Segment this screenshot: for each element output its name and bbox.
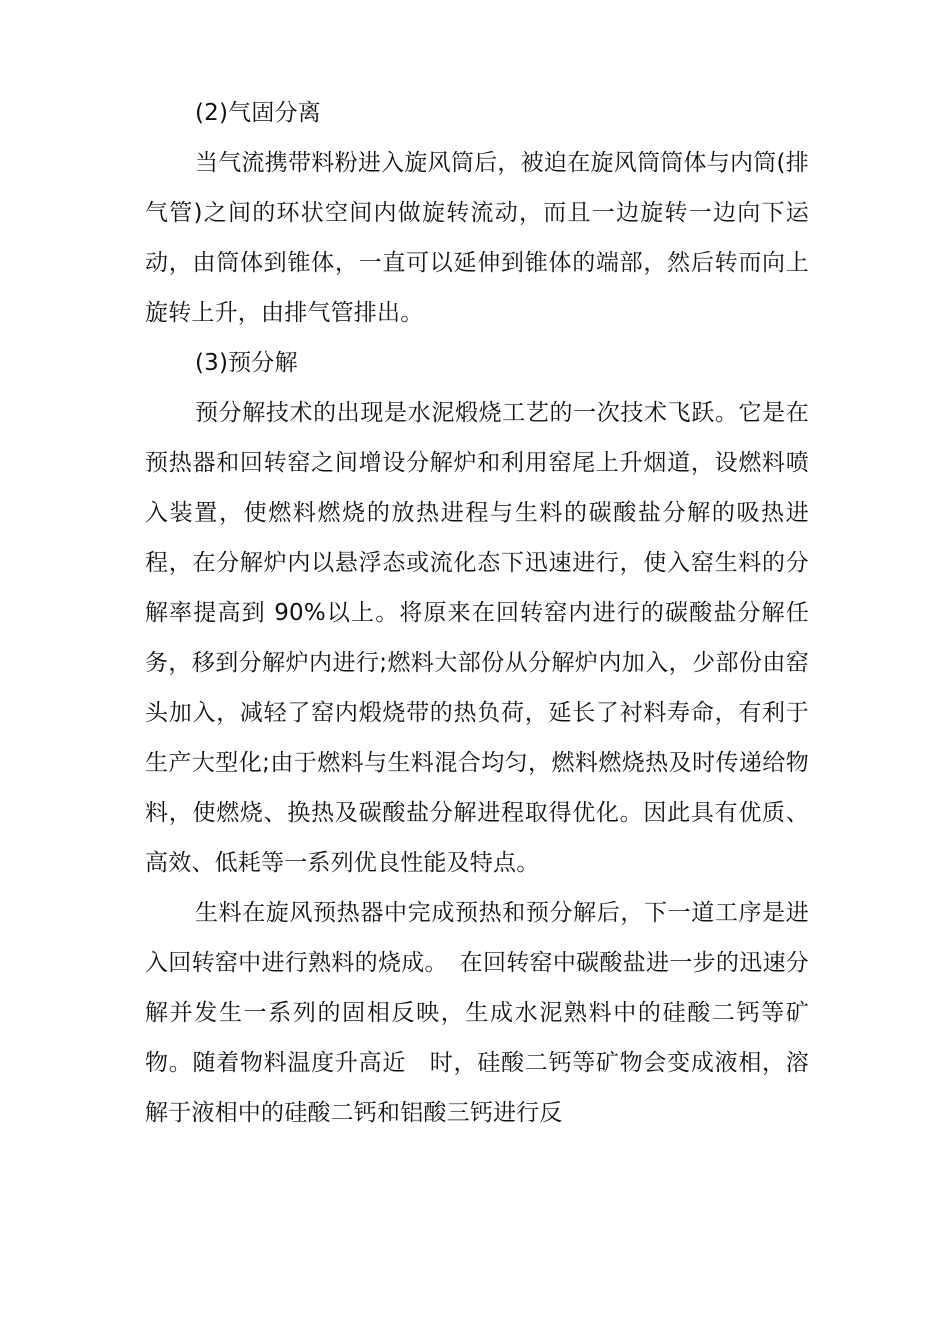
- document-body: [145, 88, 809, 1138]
- paragraph-cyclone-flow: 当气流携带料粉进入旋风筒后，被迫在旋风筒筒体与内筒(排气管)之间的环状空间内做旋转流动，而且一边旋转一边向下运动，由筒体到锥体，一直可以延伸到锥体的端部，然后转而向上旋转上升，由排气管排出。: [145, 150, 809, 326]
- paragraph-precalcination-technology: 预分解技术的出现是水泥煅烧工艺的一次技术飞跃。它是在预热器和回转窑之间增设分解炉和利用窑尾上升烟道，设燃料喷入装置，使燃料燃烧的放热进程与生料的碳酸盐分解的吸热进程，在分解炉内以悬浮态或流化态下迅速进行，使入窑生料的分解率提高到 90%以上。将原来在回转窑内进行的碳酸盐分解任务，移到分解炉内进行;燃料大部份从分解炉内加入，少部份由窑头加入，减轻了窑内煅烧带的热负荷，延长了衬料寿命，有利于生产大型化;由于燃料与生料混合均匀，燃料燃烧热及时传递给物料，使燃烧、换热及碳酸盐分解进程取得优化。因此具有优质、高效、低耗等一系列优良性能及特点。: [145, 400, 809, 876]
- section-heading-precalcination: (3)预分解: [195, 350, 298, 376]
- section-heading-gas-solid-separation: (2)气固分离: [195, 100, 321, 126]
- paragraph-kiln-clinker-burning: 生料在旋风预热器中完成预热和预分解后，下一道工序是进入回转窑中进行熟料的烧成。 在回转窑中碳酸盐进一步的迅速分解并发生一系列的固相反映，生成水泥熟料中的硅酸二钙等矿物。随着物料温度升高近 时，硅酸二钙等矿物会变成液相，溶解于液相中的硅酸二钙和铝酸三钙进行反: [145, 900, 809, 1126]
